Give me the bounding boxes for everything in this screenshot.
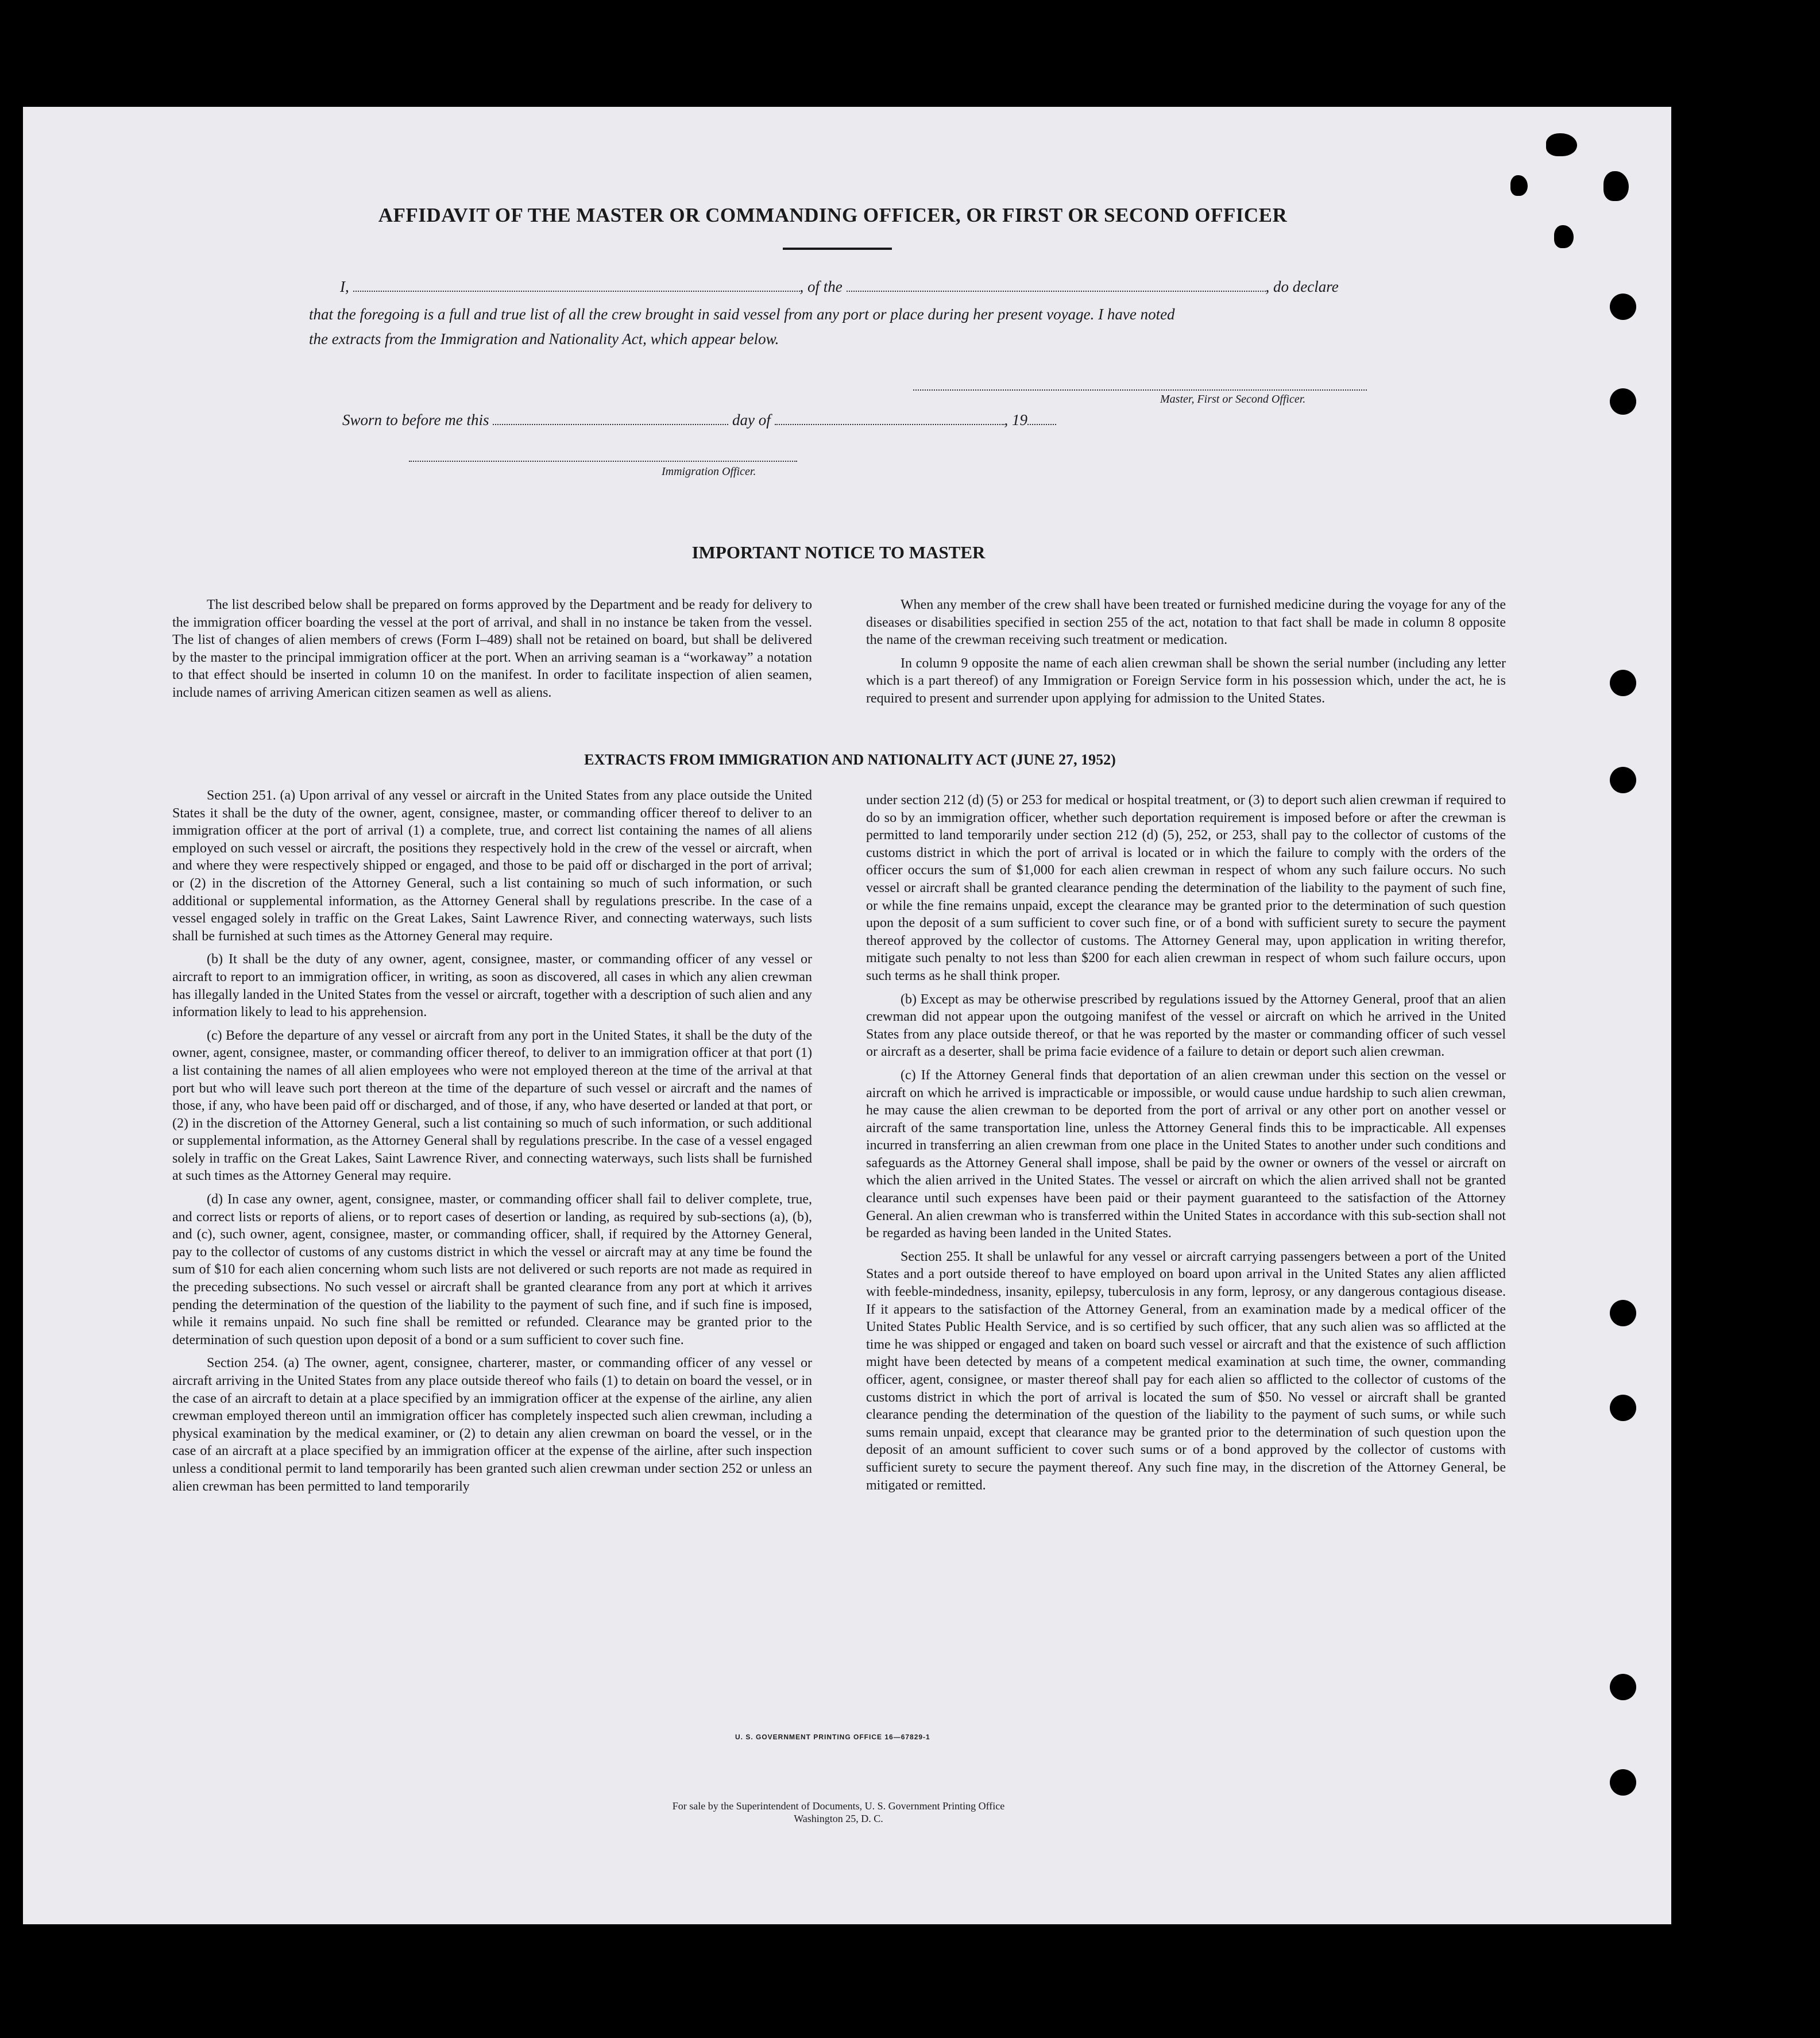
sworn-year-field[interactable] [1027, 412, 1056, 425]
footer-line-1: For sale by the Superintendent of Documents, U. S. Government Printing Office [672, 1800, 1005, 1812]
notice-right-column [866, 596, 1506, 713]
notice-left-paragraph: The list described below shall be prepared on forms approved by the Department and be ready for delivery to the immigration officer boarding the vessel at the port of arrival, and shall in no instance be taken from the vessel. The list of changes of alien members of crews (Form I–489) shall not be retained on board, but shall be delivered by the master to the principal immigration officer at the port. When an arriving seaman is a “workaway” a notation to that effect should be inserted in column 10 on the manifest. In order to facilitate inspection of alien seamen, include names of arriving American citizen seamen as well as aliens. [172, 597, 812, 700]
sworn-label: Sworn to before me this [342, 411, 489, 429]
binder-hole [1610, 1769, 1636, 1796]
binder-hole [1610, 1395, 1636, 1421]
title-divider [783, 248, 892, 250]
binder-hole [1610, 767, 1636, 793]
notice-heading: IMPORTANT NOTICE TO MASTER [691, 542, 986, 562]
torn-mark [1510, 175, 1528, 196]
torn-mark [1546, 133, 1577, 156]
extracts-left-column [172, 787, 812, 1501]
binder-hole [1610, 670, 1636, 696]
declaration-line [340, 278, 1339, 296]
declaration-do-declare: , do declare [1265, 278, 1339, 295]
extract-paragraph: under section 212 (d) (5) or 253 for medical or hospital treatment, or (3) to deport such alien crewman if required to do so by an immigration officer, whether such deportation requirement is imposed before or after the crewman is permitted to land temporarily under section 212 (d) (5), 252, or 253, shall pay to the collector of customs of the customs district in which the port of arrival is located or in which the failure to comply with the orders of the officer occurs the sum of $1,000 for each alien crewman in respect of whom any such failure occurs. No such vessel or aircraft shall be granted clearance pending the determination of the liability to the payment of such fine, or while the fine remains unpaid, except the clearance may be granted prior to the determination of such question upon the deposit of a sum sufficient to cover such fine, or of a bond with sufficient surety to secure the payment thereof approved by the collector of customs. The Attorney General may, upon application in writing therefor, mitigate such penalty to not less than $200 for each alien crewman in respect of whom such failure occurs, upon such terms as he shall think proper. [866, 793, 1506, 983]
extract-paragraph: (d) In case any owner, agent, consignee, master, or commanding officer shall fail to deliver complete, true, and correct lists or reports of aliens, or to report cases of desertion or landing, as required by sub-sections (a), (b), and (c), such owner, agent, consignee, master, or commanding officer, shall, if required by the Attorney General, pay to the collector of customs of any customs district in which the vessel or aircraft may at any time be found the sum of $10 for each alien concerning whom such lists are not delivered or such reports are not made as required in the preceding subsections. No such vessel or aircraft shall be granted clearance from any port at which it arrives pending the determination of the question of the liability to the payment of such fine, and if such fine is imposed, while it remains unpaid. No such fine shall be remitted or refunded. Clearance may be granted prior to the determination of such question upon deposit of a bond or a sum sufficient to cover such fine. [172, 1192, 812, 1348]
footer-line-2: Washington 25, D. C. [794, 1813, 883, 1824]
extracts-heading: EXTRACTS FROM IMMIGRATION AND NATIONALITY ACT (JUNE 27, 1952) [584, 751, 1116, 768]
extract-paragraph: Section 254. (a) The owner, agent, consignee, charterer, master, or commanding officer of any vessel or aircraft arriving in the United States from any place outside thereof who fails (1) to detain on board the vessel, or in the case of an aircraft to detain at a place specified by an immigration officer at the expense of the airline, any alien crewman employed thereon until an immigration officer has completely inspected such alien crewman, including a physical examination by the medical examiner, or (2) to detain any alien crewman on board the vessel, or in the case of an aircraft at a place specified by an immigration officer at the expense of the airline, after such inspection unless a conditional permit to land temporarily has been granted such alien crewman under section 252 or unless an alien crewman has been permitted to land temporarily [172, 1356, 812, 1494]
declaration-of-the: , of the [799, 278, 843, 295]
footer [0, 1800, 1677, 1825]
sworn-month-field[interactable] [775, 412, 1004, 425]
declaration-i: I, [340, 278, 349, 295]
notice-right-paragraph: When any member of the crew shall have been treated or furnished medicine during the voyage for any of the diseases or disabilities specified in section 255 of the act, notation to that fact shall be made in column 8 opposite the name of the crewman receiving such treatment or medication. [866, 597, 1506, 648]
gpo-imprint: U. S. GOVERNMENT PRINTING OFFICE 16—67829-1 [735, 1733, 930, 1741]
day-of-label: day of [732, 411, 771, 429]
extracts-right-column [866, 792, 1506, 1500]
torn-mark [1554, 225, 1574, 248]
binder-hole [1610, 1674, 1636, 1700]
immigration-officer-caption: Immigration Officer. [662, 465, 756, 478]
affidavit-title: AFFIDAVIT OF THE MASTER OR COMMANDING OFFICER, OR FIRST OR SECOND OFFICER [378, 204, 1288, 226]
notice-right-paragraph: In column 9 opposite the name of each alien crewman shall be shown the serial number (including any letter which is a part thereof) of any Immigration or Foreign Service form in his possession which, under the act, he is required to present and surrender upon applying for admission to the United States. [866, 655, 1506, 706]
notice-left-column [172, 596, 812, 708]
extract-paragraph: (c) If the Attorney General finds that deportation of an alien crewman under this section on the vessel or aircraft on which he arrived is impracticable or impossible, or would cause undue hardship to such alien crewman, he may cause the alien crewman to be deported from the port of arrival or any other port on another vessel or aircraft of the same transportation line, unless the Attorney General finds this to be impracticable. All expenses incurred in transferring an alien crewman from one place in the United States to another under such conditions and safeguards as the Attorney General shall impose, shall be paid by the owner or owners of the vessel or aircraft on which the alien arrived in the United States. The vessel or aircraft on which the alien arrived shall not be granted clearance until such expenses have been paid or their payment guaranteed to the satisfaction of the Attorney General. An alien crewman who is transferred within the United States in accordance with this sub-section shall not be regarded as having been landed in the United States. [866, 1067, 1506, 1241]
binder-hole [1610, 294, 1636, 320]
immigration-officer-signature-line[interactable] [409, 461, 797, 462]
declaration-text-line-3: the extracts from the Immigration and Nationality Act, which appear below. [309, 330, 779, 348]
extract-paragraph: (c) Before the departure of any vessel or aircraft from any port in the United States, it shall be the duty of the owner, agent, consignee, master, or commanding officer thereof, to deliver to an immigration officer at that port (1) a list containing the names of all alien employees who were not employed thereon at the time of the arrival at that port but who will leave such port thereon at the time of the departure of such vessel or aircraft and the names of those, if any, who have been paid off or discharged, and of those, if any, who have deserted or landed at that port, or (2) in the discretion of the Attorney General, such a list containing so much of such information, or such additional or supplemental information, as the Attorney General shall by regulations prescribe. In the case of a vessel engaged solely in traffic on the Great Lakes, Saint Lawrence River, and connecting waterways, such lists shall be furnished at such times as the Attorney General may require. [172, 1028, 812, 1184]
declaration-text-line-2: that the foregoing is a full and true list of all the crew brought in said vessel from any port or place during her present voyage. I have noted [309, 306, 1175, 323]
extract-paragraph: (b) It shall be the duty of any owner, agent, consignee, master, or commanding officer of any vessel or aircraft to report to an immigration officer, in writing, as soon as discovered, all cases in which any alien crewman has illegally landed in the United States from the vessel or aircraft, together with a description of such alien and any information likely to lead to his apprehension. [172, 952, 812, 1020]
master-signature-line[interactable] [913, 389, 1367, 391]
binder-hole [1610, 388, 1636, 415]
binder-hole [1610, 1300, 1636, 1326]
sworn-line [342, 411, 1056, 429]
torn-mark [1603, 171, 1629, 201]
vessel-name-field[interactable] [847, 279, 1266, 292]
extract-paragraph: Section 251. (a) Upon arrival of any vessel or aircraft in the United States from any place outside the United States it shall be the duty of the owner, agent, consignee, master, or commanding officer thereof to deliver to an immigration officer at the port of arrival (1) a complete, true, and correct list containing the names of all aliens employed on such vessel or aircraft, the positions they respectively hold in the crew of the vessel or aircraft, when and where they were respectively shipped or engaged, and those to be paid off or discharged in the port of arrival; or (2) in the discretion of the Attorney General, such a list containing so much of such information, or such additional or supplemental information, as the Attorney General shall by regulations prescribe. In the case of a vessel engaged solely in traffic on the Great Lakes, Saint Lawrence River, and connecting waterways, such lists shall be furnished at such times as the Attorney General may require. [172, 788, 812, 944]
officer-name-field[interactable] [353, 279, 800, 292]
year-prefix-label: , 19 [1004, 411, 1027, 429]
master-signature-caption: Master, First or Second Officer. [1160, 393, 1306, 406]
extract-paragraph: Section 255. It shall be unlawful for any vessel or aircraft carrying passengers between a port of the United States and a port outside thereof to have employed on board upon arrival in the United States any alien afflicted with feeble-mindedness, insanity, epilepsy, tuberculosis in any form, leprosy, or any dangerous contagious disease. If it appears to the satisfaction of the Attorney General, from an examination made by a medical officer of the United States Public Health Service, and is so certified by such officer, that any such alien was so afflicted at the time he was shipped or engaged and taken on board such vessel or aircraft and that the existence of such affliction might have been detected by means of a competent medical examination at such time, the owner, commanding officer, agent, consignee, or master thereof shall pay for each alien so afflicted to the collector of customs of the customs district in which the port of arrival is located the sum of $50. No vessel or aircraft shall be granted clearance pending the determination of the question of the liability to the payment of such sums, or while such sums remain unpaid, except that clearance may be granted prior to the determination of such question upon the deposit of an amount sufficient to cover such sums or of a bond approved by the collector of customs with sufficient surety to secure the payment thereof. Any such fine may, in the discretion of the Attorney General, be mitigated or remitted. [866, 1249, 1506, 1493]
sworn-day-field[interactable] [493, 412, 728, 425]
extract-paragraph: (b) Except as may be otherwise prescribed by regulations issued by the Attorney General, proof that an alien crewman did not appear upon the outgoing manifest of the vessel or aircraft on which he arrived in the United States from any place outside thereof, or that he was reported by the master or commanding officer of such vessel or aircraft as a deserter, shall be prima facie evidence of a failure to detain or deport such alien crewman. [866, 991, 1506, 1060]
